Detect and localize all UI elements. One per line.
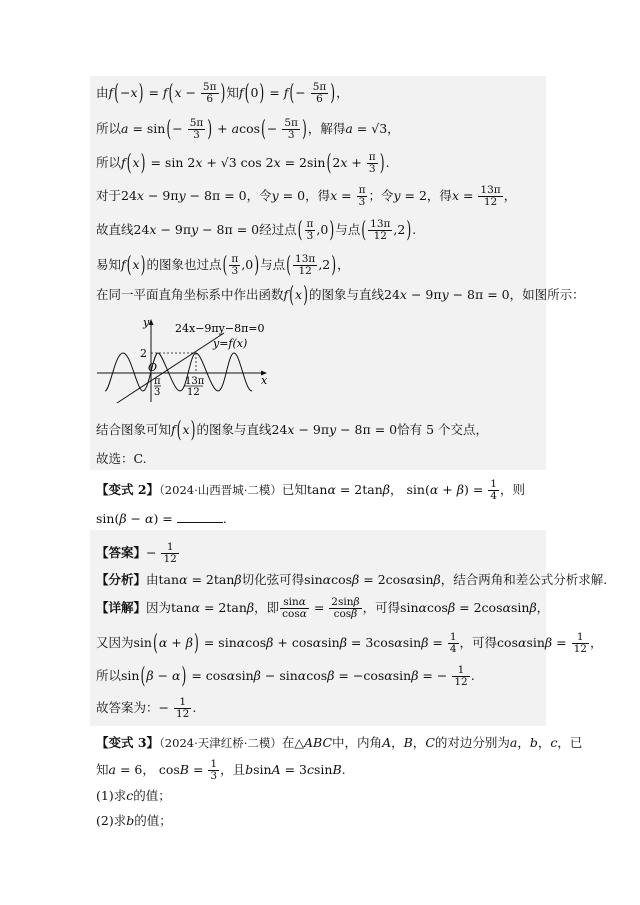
solution-line-1: 由f(−x) = f(x − $\frac{5\pi}{6}$ )知f(0) = f(− $\frac{5\pi}{6}$ )， (96, 78, 349, 106)
solution-line-2: 所以a = sin(− $\frac{5\pi}{3}$ ) + acos(− $\frac{5\pi}{3}$ )，解得a = √3， (96, 114, 400, 142)
detail-line-4: 故答案为：− $\frac{1}{12}$ . (96, 696, 197, 720)
variant2-tag: 【变式 2】 (96, 482, 160, 497)
variant3-question-line-1: 【变式 3】（2024·天津红桥·二模）在△ABC中，内角A，B，C的对边分别为a，b，c，已 (96, 735, 583, 750)
detail-line-1: 【详解】因为tanα = 2tanβ，即 $\frac{\sin\alpha}{\cos\alpha}$ = $\frac{2\sin\beta}{\cos\beta}$ ，可得sinαcosβ = 2cosαsinβ， (96, 596, 550, 620)
sine-curve (105, 353, 252, 391)
variant3-source: （2024·天津红桥·二模） (159, 736, 282, 750)
variant3-sub-question-1: (1)求c的值； (96, 788, 171, 803)
y-axis-arrow (149, 319, 154, 325)
detail-line-2: 又因为sin(α + β) = sinαcosβ + cosαsinβ = 3cosαsinβ = $\frac{1}{4}$ ，可得cosαsinβ = $\frac{1}{12}$ ， (96, 628, 603, 656)
x-tick2-num: 13π (185, 376, 205, 387)
variant3-sub-question-2: (2)求b的值； (96, 813, 172, 828)
x-tick2-den: 12 (187, 387, 200, 398)
origin-label: O (148, 361, 158, 374)
solution-line-3: 所以f(x) = sin 2x + √3 cos 2x = 2sin(2x + $\frac{\pi}{3}$ ). (96, 148, 390, 176)
analysis-line: 【分析】由tanα = 2tanβ切化弦可得sinαcosβ = 2cosαsinβ，结合两角和差公式分析求解. (96, 572, 608, 587)
solution-line-5: 故直线24x − 9πy − 8π = 0经过点( $\frac{\pi}{3}$ ,0)与点( $\frac{13\pi}{12}$ ,2). (96, 215, 417, 243)
line-equation-label: 24x−9πy−8π=0 (175, 322, 265, 335)
detail-tag: 【详解】 (96, 600, 147, 615)
variant2-source: （2024·山西晋城·二模） (159, 483, 282, 497)
solution-line-4: 对于24x − 9πy − 8π = 0，令y = 0，得x = $\frac{\pi}{3}$ ；令y = 2，得x = $\frac{13\pi}{12}$ ， (96, 184, 517, 208)
curve-label: y=f(x) (213, 337, 248, 350)
solution-line-6: 易知f(x)的图象也过点( $\frac{\pi}{3}$ ,0)与点( $\frac{13\pi}{12}$ ,2)， (96, 250, 350, 278)
solution-line-8: 结合图象可知f(x)的图象与直线24x − 9πy − 8π = 0恰有 5 个交点， (96, 415, 489, 443)
x-axis-label: x (261, 374, 268, 387)
x-tick1-num: π (154, 376, 161, 387)
y-axis-label: y (143, 316, 150, 329)
detail-line-3: 所以sin(β − α) = cosαsinβ − sinαcosβ = −cosαsinβ = − $\frac{1}{12}$ . (96, 661, 475, 689)
solution-line-7: 在同一平面直角坐标系中作出函数f(x)的图象与直线24x − 9πy − 8π = 0，如图所示： (96, 280, 585, 308)
variant3-tag: 【变式 3】 (96, 735, 160, 750)
answer-blank[interactable] (177, 522, 223, 523)
y-tick-label: 2 (140, 347, 147, 360)
analysis-tag: 【分析】 (96, 572, 147, 587)
variant2-question-line-2: sin(β − α) = . (96, 511, 227, 526)
answer-line: 【答案】− $\frac{1}{12}$ (96, 541, 177, 565)
straight-line (117, 333, 224, 403)
x-tick1-den: 3 (154, 387, 161, 398)
answer-tag: 【答案】 (96, 545, 147, 560)
variant3-question-line-2: 知a = 6， cosB = $\frac{1}{3}$ ，且bsinA = 3csinB. (96, 758, 346, 782)
solution-line-9: 故选：C. (96, 451, 147, 466)
function-graph-figure (95, 316, 275, 404)
variant2-question-line-1: 【变式 2】（2024·山西晋城·二模）已知tanα = 2tanβ， sin(α + β) = $\frac{1}{4}$ ，则 (96, 478, 525, 502)
